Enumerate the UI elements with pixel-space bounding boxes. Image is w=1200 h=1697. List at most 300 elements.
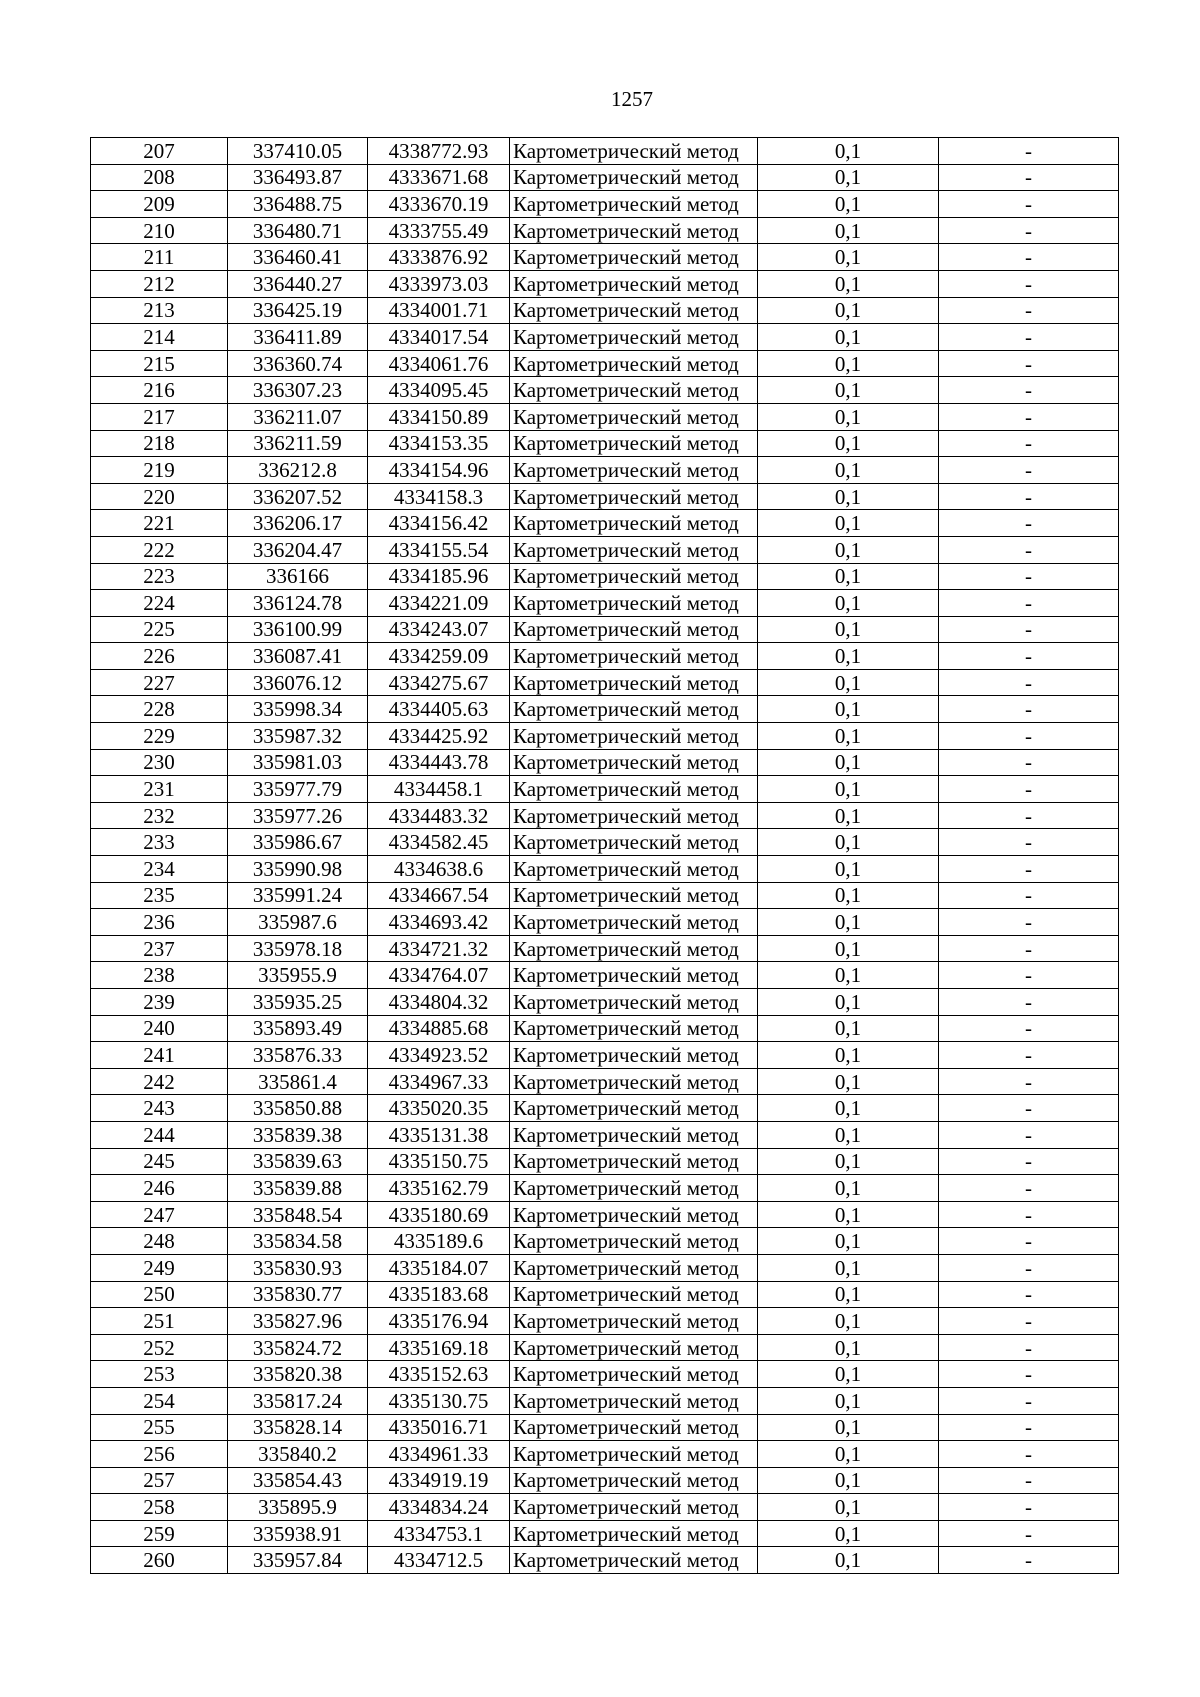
y-coordinate-cell: 4334753.1 <box>368 1520 510 1547</box>
y-coordinate-cell: 4334156.42 <box>368 510 510 537</box>
y-coordinate-cell: 4334155.54 <box>368 536 510 563</box>
table-row <box>91 989 1119 1016</box>
method-cell: Картометрический метод <box>510 191 758 218</box>
x-coordinate-cell: 336124.78 <box>228 590 368 617</box>
precision-cell: 0,1 <box>758 1494 939 1521</box>
table-row <box>91 723 1119 750</box>
x-coordinate-cell: 335990.98 <box>228 856 368 883</box>
x-coordinate-cell: 335981.03 <box>228 749 368 776</box>
point-number-cell: 219 <box>91 457 228 484</box>
method-cell: Картометрический метод <box>510 324 758 351</box>
method-cell: Картометрический метод <box>510 829 758 856</box>
y-coordinate-cell: 4334582.45 <box>368 829 510 856</box>
table-row <box>91 590 1119 617</box>
x-coordinate-cell: 335848.54 <box>228 1201 368 1228</box>
note-cell: - <box>939 935 1119 962</box>
table-row <box>91 510 1119 537</box>
precision-cell: 0,1 <box>758 669 939 696</box>
method-cell: Картометрический метод <box>510 1281 758 1308</box>
table-row <box>91 324 1119 351</box>
y-coordinate-cell: 4334458.1 <box>368 776 510 803</box>
y-coordinate-cell: 4334712.5 <box>368 1547 510 1574</box>
point-number-cell: 259 <box>91 1520 228 1547</box>
method-cell: Картометрический метод <box>510 1361 758 1388</box>
method-cell: Картометрический метод <box>510 138 758 165</box>
method-cell: Картометрический метод <box>510 1228 758 1255</box>
table-row <box>91 1387 1119 1414</box>
method-cell: Картометрический метод <box>510 1414 758 1441</box>
table-row <box>91 909 1119 936</box>
method-cell: Картометрический метод <box>510 1068 758 1095</box>
y-coordinate-cell: 4334275.67 <box>368 669 510 696</box>
x-coordinate-cell: 335830.77 <box>228 1281 368 1308</box>
precision-cell: 0,1 <box>758 191 939 218</box>
y-coordinate-cell: 4334243.07 <box>368 616 510 643</box>
y-coordinate-cell: 4334961.33 <box>368 1441 510 1468</box>
precision-cell: 0,1 <box>758 138 939 165</box>
note-cell: - <box>939 696 1119 723</box>
table-row <box>91 536 1119 563</box>
x-coordinate-cell: 335977.26 <box>228 802 368 829</box>
y-coordinate-cell: 4338772.93 <box>368 138 510 165</box>
method-cell: Картометрический метод <box>510 669 758 696</box>
method-cell: Картометрический метод <box>510 802 758 829</box>
point-number-cell: 212 <box>91 270 228 297</box>
x-coordinate-cell: 335955.9 <box>228 962 368 989</box>
note-cell: - <box>939 776 1119 803</box>
note-cell: - <box>939 324 1119 351</box>
y-coordinate-cell: 4334721.32 <box>368 935 510 962</box>
point-number-cell: 226 <box>91 643 228 670</box>
y-coordinate-cell: 4335162.79 <box>368 1175 510 1202</box>
table-row <box>91 749 1119 776</box>
precision-cell: 0,1 <box>758 1121 939 1148</box>
method-cell: Картометрический метод <box>510 270 758 297</box>
x-coordinate-cell: 335840.2 <box>228 1441 368 1468</box>
note-cell: - <box>939 1068 1119 1095</box>
precision-cell: 0,1 <box>758 1281 939 1308</box>
point-number-cell: 232 <box>91 802 228 829</box>
note-cell: - <box>939 1175 1119 1202</box>
note-cell: - <box>939 510 1119 537</box>
precision-cell: 0,1 <box>758 244 939 271</box>
note-cell: - <box>939 1467 1119 1494</box>
method-cell: Картометрический метод <box>510 1441 758 1468</box>
precision-cell: 0,1 <box>758 909 939 936</box>
method-cell: Картометрический метод <box>510 403 758 430</box>
y-coordinate-cell: 4334095.45 <box>368 377 510 404</box>
table-row <box>91 377 1119 404</box>
note-cell: - <box>939 1387 1119 1414</box>
table-row <box>91 669 1119 696</box>
x-coordinate-cell: 335839.38 <box>228 1121 368 1148</box>
x-coordinate-cell: 335977.79 <box>228 776 368 803</box>
table-row <box>91 1520 1119 1547</box>
method-cell: Картометрический метод <box>510 1387 758 1414</box>
table-row <box>91 403 1119 430</box>
point-number-cell: 239 <box>91 989 228 1016</box>
table-row <box>91 138 1119 165</box>
point-number-cell: 223 <box>91 563 228 590</box>
table-row <box>91 856 1119 883</box>
x-coordinate-cell: 336207.52 <box>228 483 368 510</box>
point-number-cell: 209 <box>91 191 228 218</box>
point-number-cell: 220 <box>91 483 228 510</box>
note-cell: - <box>939 1121 1119 1148</box>
precision-cell: 0,1 <box>758 829 939 856</box>
precision-cell: 0,1 <box>758 776 939 803</box>
y-coordinate-cell: 4334158.3 <box>368 483 510 510</box>
y-coordinate-cell: 4334443.78 <box>368 749 510 776</box>
x-coordinate-cell: 335839.63 <box>228 1148 368 1175</box>
coordinates-table-body <box>91 138 1119 1574</box>
method-cell: Картометрический метод <box>510 457 758 484</box>
y-coordinate-cell: 4335130.75 <box>368 1387 510 1414</box>
precision-cell: 0,1 <box>758 1361 939 1388</box>
point-number-cell: 242 <box>91 1068 228 1095</box>
point-number-cell: 256 <box>91 1441 228 1468</box>
precision-cell: 0,1 <box>758 590 939 617</box>
point-number-cell: 254 <box>91 1387 228 1414</box>
method-cell: Картометрический метод <box>510 350 758 377</box>
method-cell: Картометрический метод <box>510 696 758 723</box>
note-cell: - <box>939 962 1119 989</box>
y-coordinate-cell: 4333671.68 <box>368 164 510 191</box>
precision-cell: 0,1 <box>758 536 939 563</box>
point-number-cell: 244 <box>91 1121 228 1148</box>
point-number-cell: 228 <box>91 696 228 723</box>
note-cell: - <box>939 1547 1119 1574</box>
precision-cell: 0,1 <box>758 1254 939 1281</box>
point-number-cell: 215 <box>91 350 228 377</box>
x-coordinate-cell: 336087.41 <box>228 643 368 670</box>
note-cell: - <box>939 191 1119 218</box>
method-cell: Картометрический метод <box>510 590 758 617</box>
point-number-cell: 236 <box>91 909 228 936</box>
x-coordinate-cell: 336460.41 <box>228 244 368 271</box>
method-cell: Картометрический метод <box>510 882 758 909</box>
table-row <box>91 829 1119 856</box>
table-row <box>91 1254 1119 1281</box>
table-row <box>91 1175 1119 1202</box>
note-cell: - <box>939 403 1119 430</box>
point-number-cell: 214 <box>91 324 228 351</box>
precision-cell: 0,1 <box>758 1441 939 1468</box>
y-coordinate-cell: 4334150.89 <box>368 403 510 430</box>
x-coordinate-cell: 335876.33 <box>228 1042 368 1069</box>
precision-cell: 0,1 <box>758 457 939 484</box>
y-coordinate-cell: 4334919.19 <box>368 1467 510 1494</box>
note-cell: - <box>939 217 1119 244</box>
method-cell: Картометрический метод <box>510 776 758 803</box>
precision-cell: 0,1 <box>758 1015 939 1042</box>
x-coordinate-cell: 335830.93 <box>228 1254 368 1281</box>
method-cell: Картометрический метод <box>510 1254 758 1281</box>
method-cell: Картометрический метод <box>510 1494 758 1521</box>
table-row <box>91 616 1119 643</box>
y-coordinate-cell: 4334885.68 <box>368 1015 510 1042</box>
table-row <box>91 483 1119 510</box>
precision-cell: 0,1 <box>758 1520 939 1547</box>
note-cell: - <box>939 270 1119 297</box>
y-coordinate-cell: 4333755.49 <box>368 217 510 244</box>
note-cell: - <box>939 669 1119 696</box>
point-number-cell: 241 <box>91 1042 228 1069</box>
y-coordinate-cell: 4333876.92 <box>368 244 510 271</box>
precision-cell: 0,1 <box>758 1175 939 1202</box>
y-coordinate-cell: 4334153.35 <box>368 430 510 457</box>
method-cell: Картометрический метод <box>510 164 758 191</box>
y-coordinate-cell: 4334185.96 <box>368 563 510 590</box>
method-cell: Картометрический метод <box>510 1175 758 1202</box>
page-number: 1257 <box>611 87 653 111</box>
note-cell: - <box>939 1361 1119 1388</box>
note-cell: - <box>939 749 1119 776</box>
x-coordinate-cell: 336480.71 <box>228 217 368 244</box>
y-coordinate-cell: 4335169.18 <box>368 1334 510 1361</box>
x-coordinate-cell: 335987.6 <box>228 909 368 936</box>
note-cell: - <box>939 1281 1119 1308</box>
note-cell: - <box>939 1414 1119 1441</box>
table-row <box>91 1441 1119 1468</box>
point-number-cell: 217 <box>91 403 228 430</box>
x-coordinate-cell: 336100.99 <box>228 616 368 643</box>
x-coordinate-cell: 336425.19 <box>228 297 368 324</box>
y-coordinate-cell: 4334017.54 <box>368 324 510 351</box>
table-row <box>91 164 1119 191</box>
x-coordinate-cell: 335839.88 <box>228 1175 368 1202</box>
x-coordinate-cell: 335978.18 <box>228 935 368 962</box>
x-coordinate-cell: 336493.87 <box>228 164 368 191</box>
point-number-cell: 247 <box>91 1201 228 1228</box>
table-row <box>91 1228 1119 1255</box>
table-row <box>91 350 1119 377</box>
table-row <box>91 1494 1119 1521</box>
note-cell: - <box>939 1015 1119 1042</box>
precision-cell: 0,1 <box>758 1228 939 1255</box>
y-coordinate-cell: 4335016.71 <box>368 1414 510 1441</box>
table-row <box>91 1547 1119 1574</box>
method-cell: Картометрический метод <box>510 430 758 457</box>
precision-cell: 0,1 <box>758 217 939 244</box>
method-cell: Картометрический метод <box>510 1095 758 1122</box>
note-cell: - <box>939 483 1119 510</box>
note-cell: - <box>939 989 1119 1016</box>
x-coordinate-cell: 335828.14 <box>228 1414 368 1441</box>
point-number-cell: 248 <box>91 1228 228 1255</box>
point-number-cell: 210 <box>91 217 228 244</box>
point-number-cell: 234 <box>91 856 228 883</box>
table-row <box>91 1201 1119 1228</box>
method-cell: Картометрический метод <box>510 643 758 670</box>
x-coordinate-cell: 336212.8 <box>228 457 368 484</box>
precision-cell: 0,1 <box>758 483 939 510</box>
precision-cell: 0,1 <box>758 1467 939 1494</box>
note-cell: - <box>939 1042 1119 1069</box>
table-row <box>91 1042 1119 1069</box>
table-row <box>91 696 1119 723</box>
y-coordinate-cell: 4334638.6 <box>368 856 510 883</box>
precision-cell: 0,1 <box>758 1308 939 1335</box>
point-number-cell: 211 <box>91 244 228 271</box>
table-row <box>91 270 1119 297</box>
precision-cell: 0,1 <box>758 989 939 1016</box>
point-number-cell: 221 <box>91 510 228 537</box>
point-number-cell: 251 <box>91 1308 228 1335</box>
y-coordinate-cell: 4335189.6 <box>368 1228 510 1255</box>
table-row <box>91 1015 1119 1042</box>
table-row <box>91 297 1119 324</box>
point-number-cell: 240 <box>91 1015 228 1042</box>
y-coordinate-cell: 4335131.38 <box>368 1121 510 1148</box>
precision-cell: 0,1 <box>758 1387 939 1414</box>
point-number-cell: 235 <box>91 882 228 909</box>
x-coordinate-cell: 336307.23 <box>228 377 368 404</box>
table-row <box>91 457 1119 484</box>
point-number-cell: 255 <box>91 1414 228 1441</box>
point-number-cell: 224 <box>91 590 228 617</box>
table-row <box>91 802 1119 829</box>
x-coordinate-cell: 335991.24 <box>228 882 368 909</box>
method-cell: Картометрический метод <box>510 1148 758 1175</box>
x-coordinate-cell: 335998.34 <box>228 696 368 723</box>
note-cell: - <box>939 643 1119 670</box>
x-coordinate-cell: 335938.91 <box>228 1520 368 1547</box>
point-number-cell: 249 <box>91 1254 228 1281</box>
precision-cell: 0,1 <box>758 510 939 537</box>
point-number-cell: 225 <box>91 616 228 643</box>
method-cell: Картометрический метод <box>510 1334 758 1361</box>
precision-cell: 0,1 <box>758 616 939 643</box>
x-coordinate-cell: 335850.88 <box>228 1095 368 1122</box>
table-row <box>91 1121 1119 1148</box>
note-cell: - <box>939 244 1119 271</box>
point-number-cell: 243 <box>91 1095 228 1122</box>
point-number-cell: 218 <box>91 430 228 457</box>
precision-cell: 0,1 <box>758 1334 939 1361</box>
y-coordinate-cell: 4334923.52 <box>368 1042 510 1069</box>
precision-cell: 0,1 <box>758 1547 939 1574</box>
table-row <box>91 1414 1119 1441</box>
note-cell: - <box>939 1308 1119 1335</box>
point-number-cell: 260 <box>91 1547 228 1574</box>
precision-cell: 0,1 <box>758 324 939 351</box>
x-coordinate-cell: 337410.05 <box>228 138 368 165</box>
table-row <box>91 191 1119 218</box>
x-coordinate-cell: 335820.38 <box>228 1361 368 1388</box>
point-number-cell: 231 <box>91 776 228 803</box>
y-coordinate-cell: 4334221.09 <box>368 590 510 617</box>
y-coordinate-cell: 4334667.54 <box>368 882 510 909</box>
precision-cell: 0,1 <box>758 696 939 723</box>
method-cell: Картометрический метод <box>510 1015 758 1042</box>
x-coordinate-cell: 336488.75 <box>228 191 368 218</box>
y-coordinate-cell: 4333973.03 <box>368 270 510 297</box>
method-cell: Картометрический метод <box>510 935 758 962</box>
precision-cell: 0,1 <box>758 723 939 750</box>
precision-cell: 0,1 <box>758 882 939 909</box>
x-coordinate-cell: 335987.32 <box>228 723 368 750</box>
note-cell: - <box>939 563 1119 590</box>
x-coordinate-cell: 335827.96 <box>228 1308 368 1335</box>
x-coordinate-cell: 335861.4 <box>228 1068 368 1095</box>
precision-cell: 0,1 <box>758 430 939 457</box>
point-number-cell: 229 <box>91 723 228 750</box>
precision-cell: 0,1 <box>758 350 939 377</box>
method-cell: Картометрический метод <box>510 1547 758 1574</box>
point-number-cell: 250 <box>91 1281 228 1308</box>
precision-cell: 0,1 <box>758 297 939 324</box>
note-cell: - <box>939 802 1119 829</box>
note-cell: - <box>939 909 1119 936</box>
method-cell: Картометрический метод <box>510 1308 758 1335</box>
note-cell: - <box>939 430 1119 457</box>
precision-cell: 0,1 <box>758 1148 939 1175</box>
precision-cell: 0,1 <box>758 1414 939 1441</box>
note-cell: - <box>939 1201 1119 1228</box>
x-coordinate-cell: 336211.07 <box>228 403 368 430</box>
note-cell: - <box>939 1334 1119 1361</box>
method-cell: Картометрический метод <box>510 1042 758 1069</box>
point-number-cell: 213 <box>91 297 228 324</box>
method-cell: Картометрический метод <box>510 1520 758 1547</box>
note-cell: - <box>939 164 1119 191</box>
method-cell: Картометрический метод <box>510 616 758 643</box>
x-coordinate-cell: 336411.89 <box>228 324 368 351</box>
y-coordinate-cell: 4333670.19 <box>368 191 510 218</box>
x-coordinate-cell: 335817.24 <box>228 1387 368 1414</box>
point-number-cell: 230 <box>91 749 228 776</box>
y-coordinate-cell: 4335020.35 <box>368 1095 510 1122</box>
x-coordinate-cell: 336076.12 <box>228 669 368 696</box>
x-coordinate-cell: 335824.72 <box>228 1334 368 1361</box>
table-row <box>91 882 1119 909</box>
method-cell: Картометрический метод <box>510 377 758 404</box>
method-cell: Картометрический метод <box>510 244 758 271</box>
note-cell: - <box>939 1520 1119 1547</box>
note-cell: - <box>939 138 1119 165</box>
x-coordinate-cell: 336206.17 <box>228 510 368 537</box>
method-cell: Картометрический метод <box>510 563 758 590</box>
table-row <box>91 1308 1119 1335</box>
point-number-cell: 216 <box>91 377 228 404</box>
point-number-cell: 257 <box>91 1467 228 1494</box>
y-coordinate-cell: 4335183.68 <box>368 1281 510 1308</box>
method-cell: Картометрический метод <box>510 749 758 776</box>
point-number-cell: 222 <box>91 536 228 563</box>
note-cell: - <box>939 1441 1119 1468</box>
table-row <box>91 1467 1119 1494</box>
table-row <box>91 1095 1119 1122</box>
y-coordinate-cell: 4334259.09 <box>368 643 510 670</box>
x-coordinate-cell: 336440.27 <box>228 270 368 297</box>
precision-cell: 0,1 <box>758 643 939 670</box>
point-number-cell: 227 <box>91 669 228 696</box>
point-number-cell: 238 <box>91 962 228 989</box>
table-row <box>91 643 1119 670</box>
note-cell: - <box>939 882 1119 909</box>
table-row <box>91 430 1119 457</box>
table-row <box>91 776 1119 803</box>
note-cell: - <box>939 1148 1119 1175</box>
y-coordinate-cell: 4334967.33 <box>368 1068 510 1095</box>
method-cell: Картометрический метод <box>510 1467 758 1494</box>
note-cell: - <box>939 1095 1119 1122</box>
y-coordinate-cell: 4334001.71 <box>368 297 510 324</box>
note-cell: - <box>939 1494 1119 1521</box>
precision-cell: 0,1 <box>758 1201 939 1228</box>
y-coordinate-cell: 4335184.07 <box>368 1254 510 1281</box>
